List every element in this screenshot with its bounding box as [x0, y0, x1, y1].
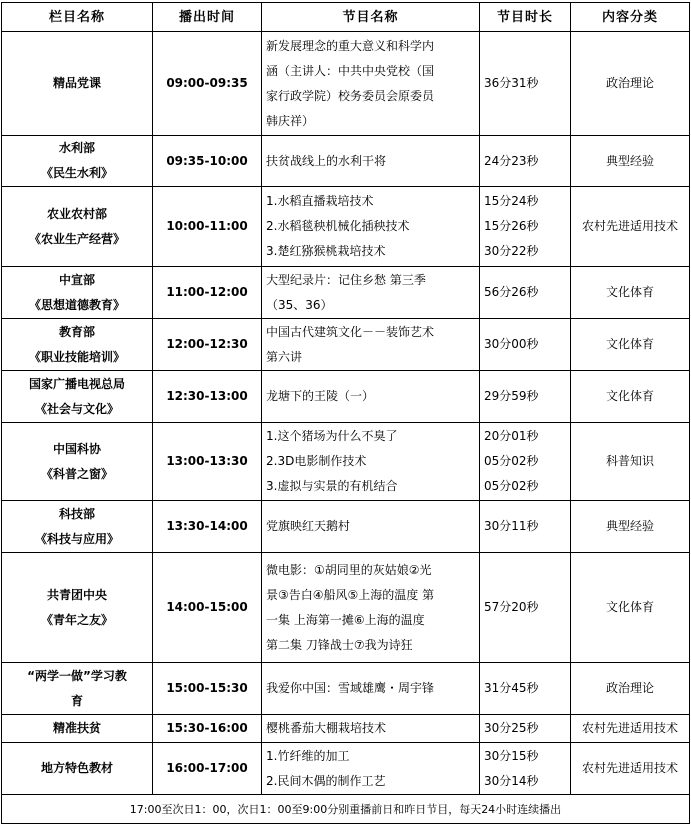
- table-row: [2, 501, 690, 553]
- rebroadcast-note: 17:00至次日1：00，次日1：00至9:00分别重播前日和昨日节目，每天24小时连续播出: [2, 795, 690, 824]
- category-cell: 农村先进适用技术: [571, 715, 690, 743]
- program-name-cell: [262, 715, 480, 743]
- program-name-line: 1.竹纤维的加工: [266, 748, 350, 763]
- program-name-line: 大型纪录片：记住乡愁 第三季: [266, 272, 426, 287]
- table-row: [2, 32, 690, 136]
- duration-cell: [480, 187, 571, 267]
- category-cell: 农村先进适用技术: [571, 187, 690, 267]
- duration-cell: [480, 136, 571, 187]
- program-name-line: 家行政学院）校务委员会原委员: [266, 88, 435, 103]
- program-name-line: 一集 上海第一摊⑥上海的温度: [266, 612, 425, 627]
- category-cell: 文化体育: [571, 267, 690, 319]
- column-name-cell: [2, 267, 153, 319]
- program-name-cell: [262, 32, 480, 136]
- program-name-line: 3.楚红猕猴桃栽培技术: [266, 244, 386, 258]
- program-name-line: 樱桃番茄大棚栽培技术: [266, 721, 387, 735]
- duration-line: 29分59秒: [484, 389, 539, 403]
- table-row: [2, 136, 690, 187]
- program-name-line: 景③告白④船风⑤上海的温度 第: [266, 587, 435, 602]
- column-name-line: 《职业技能培训》: [28, 349, 125, 364]
- duration-line: 30分11秒: [484, 519, 539, 533]
- airtime-cell: 15:00-15:30: [153, 663, 262, 715]
- column-name-cell: [2, 501, 153, 553]
- header-category: 内容分类: [571, 3, 690, 32]
- column-name-line: 精品党课: [52, 76, 101, 90]
- program-name-line: 新发展理念的重大意义和科学内: [266, 38, 435, 53]
- duration-line: 05分02秒: [484, 479, 539, 493]
- header-airtime: 播出时间: [153, 3, 262, 32]
- duration-cell: [480, 319, 571, 371]
- duration-cell: [480, 715, 571, 743]
- duration-cell: [480, 553, 571, 663]
- duration-line: 24分23秒: [484, 153, 539, 168]
- column-name-cell: [2, 32, 153, 136]
- schedule-table: [1, 2, 690, 824]
- duration-line: 15分24秒: [484, 194, 539, 208]
- column-name-line: 《农业生产经营》: [28, 231, 125, 246]
- column-name-line: 《科普之窗》: [40, 466, 113, 481]
- airtime-cell: 10:00-11:00: [153, 187, 262, 267]
- duration-line: 56分26秒: [484, 285, 539, 299]
- duration-line: 30分22秒: [484, 244, 539, 258]
- column-name-line: “两学一做”学习教: [27, 668, 127, 683]
- program-name-cell: [262, 553, 480, 663]
- airtime-cell: 14:00-15:00: [153, 553, 262, 663]
- airtime-cell: 09:00-09:35: [153, 32, 262, 136]
- program-name-line: 2.3D电影制作技术: [266, 454, 367, 468]
- category-cell: 文化体育: [571, 553, 690, 663]
- airtime-cell: 13:30-14:00: [153, 501, 262, 553]
- column-name-cell: [2, 743, 153, 795]
- program-name-cell: [262, 501, 480, 553]
- airtime-cell: 12:00-12:30: [153, 319, 262, 371]
- header-row: [2, 3, 690, 32]
- column-name-line: 教育部: [58, 324, 95, 339]
- column-name-line: 育: [70, 693, 83, 708]
- column-name-cell: [2, 187, 153, 267]
- duration-cell: [480, 32, 571, 136]
- program-name-line: 党旗映红天鹅村: [266, 519, 351, 533]
- duration-line: 20分01秒: [484, 429, 539, 443]
- header-column-name: 栏目名称: [2, 3, 153, 32]
- table-row: [2, 743, 690, 795]
- airtime-cell: 13:00-13:30: [153, 423, 262, 501]
- column-name-line: 《思想道德教育》: [28, 297, 125, 312]
- duration-cell: [480, 501, 571, 553]
- program-name-line: 3.虚拟与实景的有机结合: [266, 479, 398, 493]
- column-name-line: 《社会与文化》: [34, 401, 119, 416]
- column-name-line: 《民生水利》: [40, 166, 113, 180]
- program-name-cell: [262, 371, 480, 423]
- table-row: [2, 553, 690, 663]
- column-name-cell: [2, 423, 153, 501]
- duration-line: 30分25秒: [484, 721, 539, 735]
- column-name-cell: [2, 715, 153, 743]
- column-name-line: 农业农村部: [46, 206, 107, 221]
- program-name-line: 2.民间木偶的制作工艺: [266, 773, 386, 788]
- program-name-line: 我爱你中国：雪域雄鹰・周宇锋: [266, 681, 435, 695]
- program-name-line: 中国古代建筑文化－－装饰艺术: [266, 324, 435, 339]
- schedule-body: [2, 32, 690, 795]
- footer-row: [2, 795, 690, 824]
- header-duration: 节目时长: [480, 3, 571, 32]
- duration-line: 31分45秒: [484, 681, 539, 695]
- table-row: [2, 371, 690, 423]
- program-name-line: 1.水稻直播栽培技术: [266, 194, 374, 208]
- category-cell: 典型经验: [571, 136, 690, 187]
- duration-cell: [480, 743, 571, 795]
- table-row: [2, 663, 690, 715]
- program-name-cell: [262, 267, 480, 319]
- category-cell: 政治理论: [571, 663, 690, 715]
- program-name-line: （35、36）: [266, 297, 333, 312]
- duration-line: 30分14秒: [484, 773, 539, 788]
- airtime-cell: 15:30-16:00: [153, 715, 262, 743]
- program-name-cell: [262, 136, 480, 187]
- table-row: [2, 267, 690, 319]
- duration-line: 15分26秒: [484, 219, 539, 233]
- column-name-cell: [2, 319, 153, 371]
- duration-cell: [480, 423, 571, 501]
- program-name-line: 韩庆祥）: [266, 113, 315, 128]
- column-name-cell: [2, 136, 153, 187]
- program-name-line: 龙塘下的王陵（一）: [266, 389, 375, 403]
- program-name-line: 涵（主讲人：中共中央党校（国: [266, 63, 435, 78]
- column-name-line: 《科技与应用》: [34, 531, 119, 546]
- duration-line: 05分02秒: [484, 454, 539, 468]
- program-name-cell: [262, 423, 480, 501]
- airtime-cell: 12:30-13:00: [153, 371, 262, 423]
- airtime-cell: 11:00-12:00: [153, 267, 262, 319]
- column-name-line: 《青年之友》: [40, 612, 113, 627]
- column-name-line: 地方特色教材: [40, 761, 113, 775]
- program-name-cell: [262, 743, 480, 795]
- program-name-cell: [262, 319, 480, 371]
- duration-line: 30分15秒: [484, 748, 539, 763]
- airtime-cell: 16:00-17:00: [153, 743, 262, 795]
- program-name-cell: [262, 187, 480, 267]
- category-cell: 文化体育: [571, 371, 690, 423]
- column-name-line: 中国科协: [52, 441, 101, 456]
- program-name-line: 微电影：①胡同里的灰姑娘②光: [266, 562, 432, 577]
- program-name-line: 扶贫战线上的水利干将: [266, 153, 387, 168]
- duration-line: 57分20秒: [484, 600, 539, 614]
- column-name-line: 共青团中央: [46, 587, 107, 602]
- column-name-line: 科技部: [58, 506, 95, 521]
- column-name-cell: [2, 371, 153, 423]
- category-cell: 科普知识: [571, 423, 690, 501]
- table-row: [2, 187, 690, 267]
- airtime-cell: 09:35-10:00: [153, 136, 262, 187]
- category-cell: 典型经验: [571, 501, 690, 553]
- duration-cell: [480, 371, 571, 423]
- column-name-line: 中宣部: [58, 272, 95, 287]
- column-name-line: 水利部: [58, 141, 95, 155]
- table-row: [2, 715, 690, 743]
- program-name-cell: [262, 663, 480, 715]
- duration-line: 30分00秒: [484, 337, 539, 351]
- column-name-line: 精准扶贫: [52, 721, 101, 735]
- table-row: [2, 319, 690, 371]
- program-name-line: 2.水稻毯秧机械化插秧技术: [266, 219, 410, 233]
- column-name-line: 国家广播电视总局: [28, 376, 125, 391]
- column-name-cell: [2, 663, 153, 715]
- table-row: [2, 423, 690, 501]
- category-cell: 政治理论: [571, 32, 690, 136]
- program-name-line: 1.这个猪场为什么不臭了: [266, 429, 398, 443]
- duration-cell: [480, 267, 571, 319]
- duration-line: 36分31秒: [484, 76, 539, 90]
- program-name-line: 第六讲: [266, 349, 303, 364]
- category-cell: 文化体育: [571, 319, 690, 371]
- program-name-line: 第二集 刀锋战士⑦我为诗狂: [266, 637, 413, 652]
- category-cell: 农村先进适用技术: [571, 743, 690, 795]
- duration-cell: [480, 663, 571, 715]
- column-name-cell: [2, 553, 153, 663]
- header-program-name: 节目名称: [262, 3, 480, 32]
